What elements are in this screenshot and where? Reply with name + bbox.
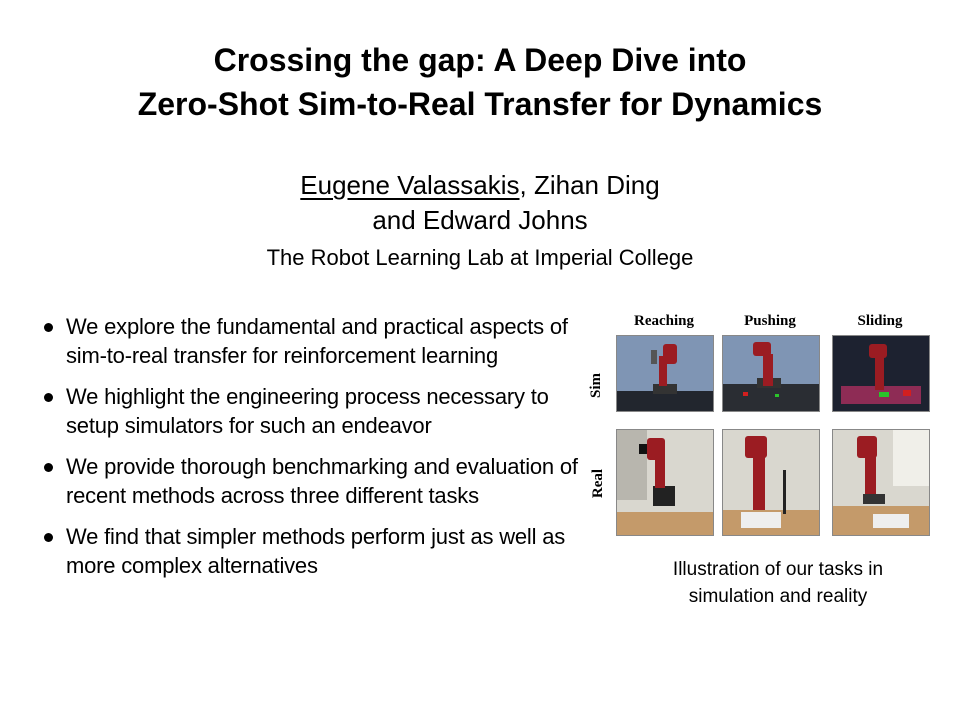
column-label-reaching: Reaching [634, 313, 694, 329]
row-label-real: Real [590, 468, 607, 499]
bullet-text: We explore the fundamental and practical aspects of sim-to-real transfer for reinforcement learning [66, 314, 568, 368]
authors-line-1 [0, 168, 960, 203]
bullet-list [40, 312, 600, 592]
figure-caption [604, 556, 952, 610]
slide-title [0, 38, 960, 126]
bullet-item [40, 312, 600, 370]
bullet-dot-icon [44, 463, 53, 472]
bullet-text: We highlight the engineering process necessary to setup simulators for such an endeavor [66, 384, 549, 438]
bullet-text: We provide thorough benchmarking and evaluation of recent methods across three different tasks [66, 454, 578, 508]
column-label-sliding: Sliding [857, 313, 903, 329]
task-figure [588, 313, 944, 543]
authors [0, 168, 960, 238]
bullet-item [40, 452, 600, 510]
first-author: Eugene Valassakis [300, 170, 520, 200]
caption-line-1: Illustration of our tasks in [672, 559, 884, 580]
title-line-1: Crossing the gap: A Deep Dive into [213, 42, 747, 78]
row-label-sim: Sim [588, 372, 605, 399]
title-line-2: Zero-Shot Sim-to-Real Transfer for Dynamics [137, 86, 823, 122]
affiliation: The Robot Learning Lab at Imperial College [266, 245, 694, 270]
bullet-item [40, 522, 600, 580]
bullet-dot-icon [44, 323, 53, 332]
bullet-text: We find that simpler methods perform just as well as more complex alternatives [66, 524, 566, 578]
sim-pushing-image [722, 335, 820, 412]
real-sliding-image [832, 429, 930, 536]
column-label-pushing: Pushing [744, 313, 796, 329]
caption-line-2: simulation and reality [688, 586, 868, 607]
sim-sliding-image [832, 335, 930, 412]
bullet-dot-icon [44, 533, 53, 542]
real-reaching-image [616, 429, 714, 536]
authors-line-2: and Edward Johns [372, 205, 588, 235]
bullet-dot-icon [44, 393, 53, 402]
sim-reaching-image [616, 335, 714, 412]
co-author: , Zihan Ding [519, 170, 660, 200]
real-pushing-image [722, 429, 820, 536]
bullet-item [40, 382, 600, 440]
